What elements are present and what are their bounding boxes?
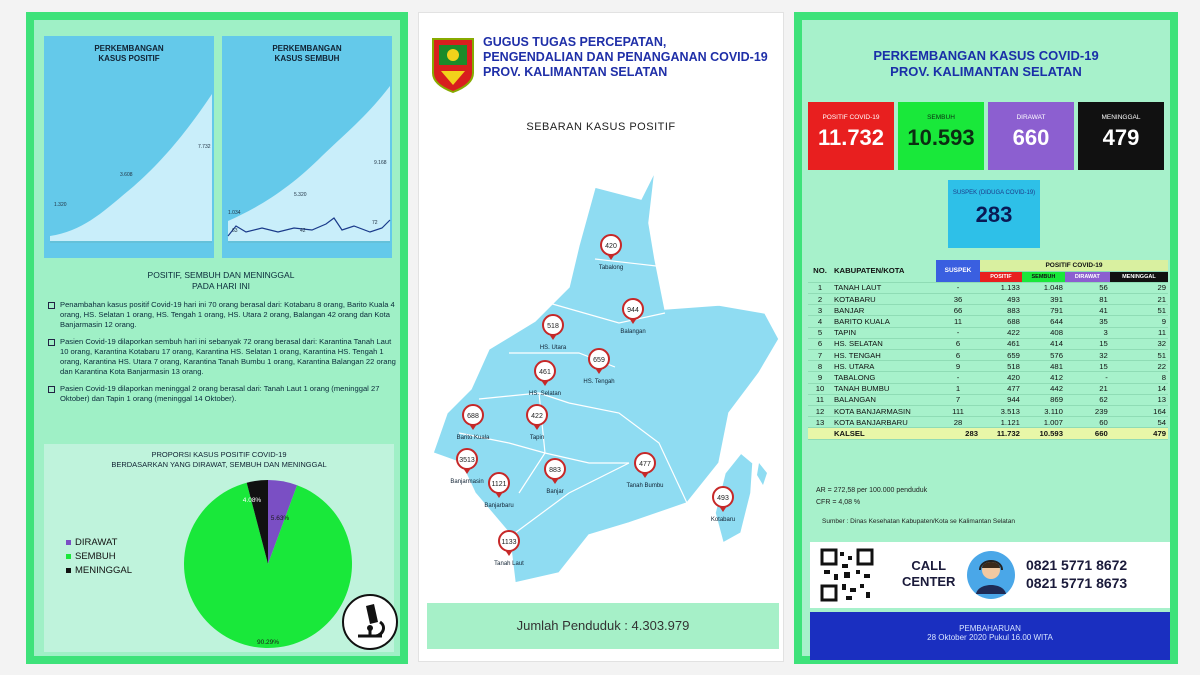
table-cell: 11 [1110,327,1168,338]
table-cell: TABALONG [832,372,936,383]
table-total-row [808,428,1168,439]
table-row [808,282,1168,293]
table-cell: 6 [808,338,832,349]
today-item-positive: Penambahan kasus positif Covid-19 hari ini 70 orang berasal dari: Kotabaru 8 orang, Barito Kuala 4 orang, HS. Selatan 1 orang, HS. Tengah 1 orang, HS. Utara 2 orang, Balangan 42 orang dan Kota Banjarmasin 12 orang. [46,300,396,330]
map-region-name: Banjar [546,489,564,495]
map-region-name: Tabalong [598,265,624,271]
table-cell: 3 [1065,327,1110,338]
table-cell: 35 [1065,316,1110,327]
table-cell: 11.732 [980,428,1022,439]
table-cell: BARITO KUALA [832,316,936,327]
table-cell: 56 [1065,282,1110,293]
legend-dirawat: DIRAWAT [66,536,132,550]
map-region-name: Banjarmasin [450,479,484,485]
table-cell: 1.133 [980,282,1022,293]
table-cell: 13 [808,417,832,428]
recovered-label-mid: 5.320 [294,192,307,198]
table-row [808,327,1168,338]
province-map [419,163,785,613]
table-cell: 518 [980,361,1022,372]
table-cell: 1 [936,383,980,394]
map-marker-banjar[interactable] [545,459,565,495]
table-cell: 1.048 [1022,282,1065,293]
th-kabupaten: KABUPATEN/KOTA [832,260,936,282]
table-cell: 36 [936,294,980,305]
table-cell: 111 [936,405,980,416]
map-panel [418,12,784,662]
table-cell: 15 [1065,361,1110,372]
positive-trend-svg [44,36,214,258]
th-suspek: SUSPEK [936,260,980,282]
table-cell: 164 [1110,405,1168,416]
pie-label-sembuh: 90.29% [256,639,280,646]
today-item-deaths: Pasien Covid-19 dilaporkan meninggal 2 orang berasal dari: Tanah Laut 1 orang (meninggal 27 Oktober) dan Tapin 1 orang (meninggal 14 Oktober). [46,384,396,404]
map-region-name: HS. Utara [539,345,567,351]
table-cell: 9 [1110,316,1168,327]
table-cell: 9 [936,361,980,372]
right-panel [794,12,1178,664]
table-row [808,361,1168,372]
table-cell: 479 [1110,428,1168,439]
table-cell: 32 [1065,350,1110,361]
table-cell: 1.121 [980,417,1022,428]
table-cell: 11 [936,316,980,327]
map-marker-count: 1133 [501,539,517,546]
th-dirawat: DIRAWAT [1065,271,1110,282]
pie-label-meninggal: 4.08% [242,497,262,504]
call-center-label: CALL CENTER [902,558,956,589]
table-cell: 54 [1110,417,1168,428]
positive-label-low: 1.320 [54,202,67,208]
task-force-header: GUGUS TUGAS PERCEPATAN, PENGENDALIAN DAN PENANGANAN COVID-19 PROV. KALIMANTAN SELATAN [483,35,768,79]
map-region-name: Tanah Laut [494,561,524,567]
stat-recovered: SEMBUH 10.593 [898,102,984,170]
map-marker-count: 420 [605,243,617,250]
phone-number-1[interactable]: 0821 5771 8672 [1026,557,1128,573]
map-marker-count: 1121 [491,481,507,488]
map-marker-count: 493 [717,495,729,502]
table-cell: 11 [808,394,832,405]
table-cell: 15 [1065,338,1110,349]
table-cell: 7 [808,350,832,361]
table-cell: 9 [808,372,832,383]
left-panel [26,12,408,664]
recovered-trend-chart [222,36,392,258]
table-cell: 28 [936,417,980,428]
table-cell: 32 [1110,338,1168,349]
update-banner [810,612,1170,660]
table-body [808,282,1168,439]
map-region-name: Kotabaru [710,517,736,523]
map-marker-count: 477 [639,461,651,468]
table-cell: 8 [1110,372,1168,383]
positive-label-mid: 3.608 [120,172,133,178]
table-cell: 414 [1022,338,1065,349]
table-cell: 29 [1110,282,1168,293]
table-cell: 461 [980,338,1022,349]
table-cell: - [936,282,980,293]
today-summary [46,270,396,411]
table-cell: 14 [1110,383,1168,394]
table-cell: 481 [1022,361,1065,372]
table-cell: 21 [1110,294,1168,305]
map-marker-tapin[interactable] [527,405,547,441]
map-marker-count: 688 [467,413,479,420]
table-cell: - [936,327,980,338]
table-cell: 51 [1110,350,1168,361]
table-cell: 66 [936,305,980,316]
map-region-name: HS. Selatan [528,391,562,397]
table-cell: 62 [1065,394,1110,405]
right-inner [802,20,1170,656]
map-region-name: Balangan [620,329,646,335]
data-source: Sumber : Dinas Kesehatan Kabupaten/Kota se Kalimantan Selatan [822,518,1015,525]
table-cell: 477 [980,383,1022,394]
table-cell: HS. SELATAN [832,338,936,349]
left-inner [34,20,400,656]
table-cell: 408 [1022,327,1065,338]
recovered-label-d: 63 [232,228,238,234]
recovered-trend-svg [222,36,392,258]
th-meninggal: MENINGGAL [1110,271,1168,282]
table-cell: 13 [1110,394,1168,405]
map-region-name: Tapin [529,435,545,441]
table-cell: 283 [936,428,980,439]
table-cell: 3.513 [980,405,1022,416]
th-no: NO. [808,260,832,282]
phone-number-2[interactable]: 0821 5771 8673 [1026,575,1128,591]
map-marker-count: 944 [627,307,639,314]
table-cell: 422 [980,327,1022,338]
map-marker-count: 422 [531,413,543,420]
table-cell: - [936,372,980,383]
qr-code-icon[interactable] [820,548,874,602]
table-cell: 391 [1022,294,1065,305]
table-row [808,405,1168,416]
table-cell: 3 [808,305,832,316]
table-cell: 41 [1065,305,1110,316]
table-cell: 1.007 [1022,417,1065,428]
recovered-trend-area [228,86,390,241]
today-title: POSITIF, SEMBUH DAN MENINGGAL PADA HARI INI [147,270,295,291]
table-row [808,338,1168,349]
positive-chart-title: PERKEMBANGAN KASUS POSITIF [94,44,164,63]
map-marker-count: 461 [539,369,551,376]
map-marker-count: 518 [547,323,559,330]
table-cell: HS. UTARA [832,361,936,372]
recovered-label-high: 9.168 [374,160,387,166]
table-cell: 412 [1022,372,1065,383]
recovered-label-c: 72 [372,220,378,226]
table-cell: 688 [980,316,1022,327]
th-sembuh: SEMBUH [1022,271,1065,282]
table-row [808,316,1168,327]
table-cell: 12 [808,405,832,416]
table-row [808,294,1168,305]
table-cell: KALSEL [832,428,936,439]
pie-title: PROPORSI KASUS POSITIF COVID-19 BERDASARKAN YANG DIRAWAT, SEMBUH DAN MENINGGAL [111,450,327,469]
table-cell: HS. TENGAH [832,350,936,361]
table-cell: 10.593 [1022,428,1065,439]
map-region-name: HS. Tengah [583,379,615,385]
table-cell: 6 [936,338,980,349]
table-cell: 5 [808,327,832,338]
table-cell: KOTA BANJARMASIN [832,405,936,416]
update-datetime: 28 Oktober 2020 Pukul 16.00 WITA [927,633,1053,642]
map-marker-count: 659 [593,357,605,364]
table-row [808,394,1168,405]
table-cell: 420 [980,372,1022,383]
table-cell: 883 [980,305,1022,316]
table-cell: 10 [808,383,832,394]
table-cell: 7 [936,394,980,405]
call-center-phones[interactable] [1026,556,1127,592]
table-cell: 51 [1110,305,1168,316]
table-cell: 22 [1110,361,1168,372]
legend-sembuh: SEMBUH [66,550,132,564]
district-table [808,260,1168,440]
table-cell: 659 [980,350,1022,361]
attack-rate: AR = 272,58 per 100.000 penduduk [816,487,928,494]
table-cell: 81 [1065,294,1110,305]
province-emblem-icon [431,37,475,93]
table-row [808,417,1168,428]
update-label: PEMBAHARUAN [959,624,1021,633]
stat-deaths: MENINGGAL 479 [1078,102,1164,170]
table-cell: TAPIN [832,327,936,338]
table-cell: 239 [1065,405,1110,416]
table-row [808,372,1168,383]
table-cell: 644 [1022,316,1065,327]
legend-meninggal: MENINGGAL [66,564,132,578]
table-cell: 21 [1065,383,1110,394]
recovered-chart-title: PERKEMBANGAN KASUS SEMBUH [272,44,342,63]
population-bar: Jumlah Penduduk : 4.303.979 [427,603,779,649]
table-cell: KOTA BANJARBARU [832,417,936,428]
small-island-shape [757,463,767,485]
positive-trend-area [50,94,212,241]
map-region-name: Banjarbaru [484,503,514,509]
table-row [808,305,1168,316]
operator-avatar-icon [966,550,1016,600]
map-marker-count: 3513 [459,457,475,464]
table-cell: 3.110 [1022,405,1065,416]
case-fatality-rate: CFR = 4,08 % [816,499,861,506]
stat-suspect: SUSPEK (DIDUGA COVID-19) 283 [948,180,1040,248]
th-positive-group: POSITIF COVID-19 [980,260,1168,271]
recovered-label-b: 42 [300,228,306,234]
table-cell: - [1065,372,1110,383]
table-cell [808,428,832,439]
pie-label-dirawat: 5.63% [270,515,290,522]
table-cell: 8 [808,361,832,372]
map-marker-count: 883 [549,467,561,474]
table-cell: 493 [980,294,1022,305]
table-cell: 442 [1022,383,1065,394]
recovered-label-a: 1.034 [228,210,241,216]
map-subtitle: SEBARAN KASUS POSITIF [526,121,676,133]
proportion-chart [44,444,394,652]
table-cell: 576 [1022,350,1065,361]
positive-trend-chart [44,36,214,258]
table-cell: 944 [980,394,1022,405]
map-region-name: Barito Kuala [456,435,490,441]
table-cell: 6 [936,350,980,361]
table-cell: BALANGAN [832,394,936,405]
table-cell: 4 [808,316,832,327]
table-cell: TANAH BUMBU [832,383,936,394]
table-cell: TANAH LAUT [832,282,936,293]
stat-positive: POSITIF COVID-19 11.732 [808,102,894,170]
table-row [808,383,1168,394]
microscope-icon [340,592,400,652]
table-cell: BANJAR [832,305,936,316]
today-list [46,300,396,404]
today-item-recovered: Pasien Covid-19 dilaporkan sembuh hari ini sebanyak 72 orang berasal dari: Karantina Tanah Laut 10 orang, Karantina Kotabaru 17 orang, Karantina HS. Selatan 1 orang, Karantina HS. Tengah 1 orang, Karantina HS. Utara 7 orang, Karantina Tanah Bumbu 1 orang, Karantina Balangan 22 orang dan Karantina Kota Banjarmasin 13 orang. [46,337,396,377]
call-center-box [810,542,1170,608]
table-cell: 2 [808,294,832,305]
th-positif: POSITIF [980,271,1022,282]
table-cell: 660 [1065,428,1110,439]
table-cell: 869 [1022,394,1065,405]
map-region-name: Tanah Bumbu [626,483,664,489]
table-cell: KOTABARU [832,294,936,305]
table-cell: 60 [1065,417,1110,428]
table-cell: 1 [808,282,832,293]
right-title: PERKEMBANGAN KASUS COVID-19 PROV. KALIMANTAN SELATAN [873,48,1099,79]
stat-treated: DIRAWAT 660 [988,102,1074,170]
table-cell: 791 [1022,305,1065,316]
table-row [808,350,1168,361]
positive-label-high: 7.732 [198,144,211,150]
